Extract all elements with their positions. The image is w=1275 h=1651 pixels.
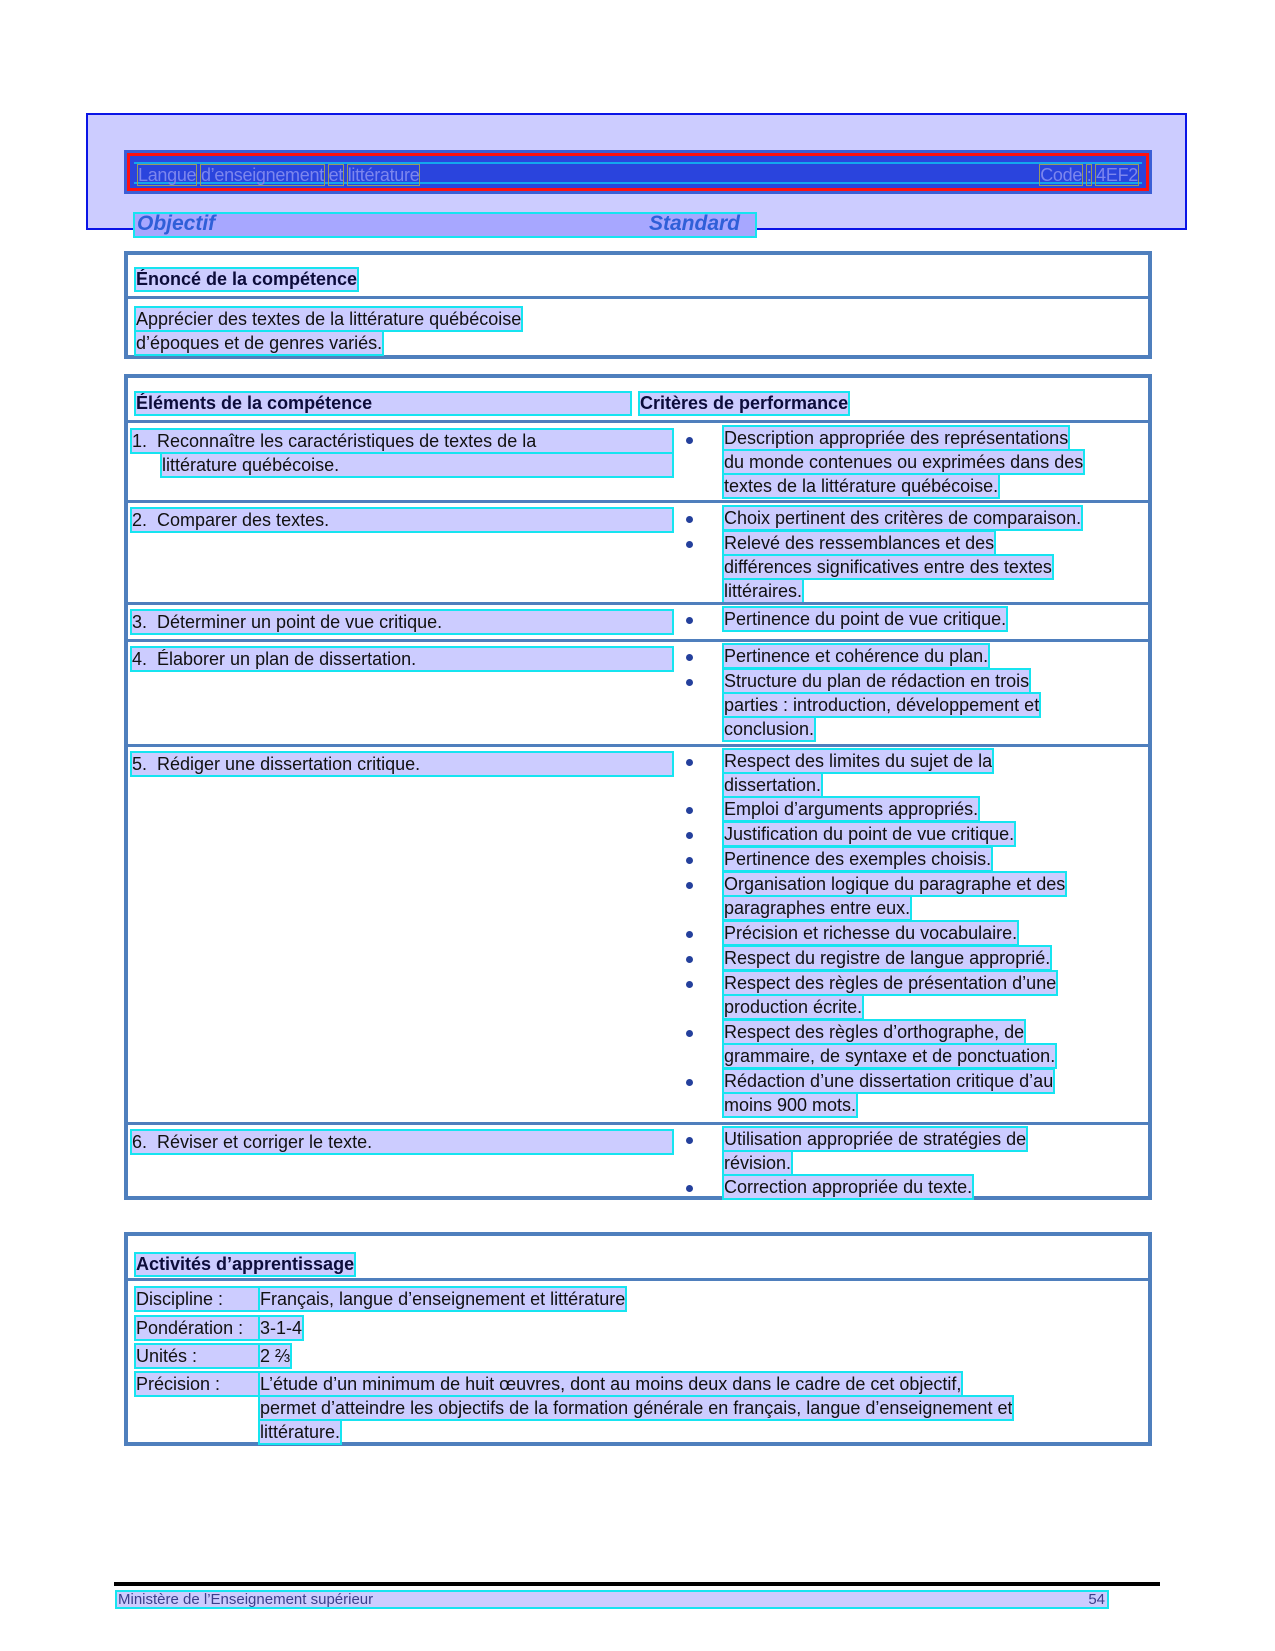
field-value: Français, langue d’enseignement et littérature — [260, 1289, 626, 1309]
criteres-header: Critères de performance — [640, 393, 849, 413]
code-value: 4EF2 — [1096, 165, 1138, 185]
competence-row-5 — [128, 748, 1148, 1118]
bullet-icon — [686, 541, 693, 548]
field-label: Unités : — [136, 1345, 260, 1367]
course-title-word: d’enseignement — [200, 165, 324, 185]
activites-divider — [128, 1278, 1148, 1281]
element-text: 1. Reconnaître les caractéristiques de textes de la — [132, 430, 672, 452]
activites-title: Activités d’apprentissage — [136, 1254, 355, 1274]
critere-text: textes de la littérature québécoise. — [724, 476, 999, 496]
element-text: 2. Comparer des textes. — [132, 509, 672, 531]
bullet-icon — [686, 654, 693, 661]
course-code — [1040, 165, 1138, 186]
element-text: 5. Rédiger une dissertation critique. — [132, 753, 672, 775]
critere-text: différences significatives entre des textes — [724, 557, 1052, 577]
critere-text: Respect du registre de langue approprié. — [724, 948, 1051, 968]
bullet-icon — [686, 931, 693, 938]
field-label: Discipline : — [136, 1288, 260, 1310]
element-text: 6. Réviser et corriger le texte. — [132, 1131, 672, 1153]
critere-text: révision. — [724, 1153, 792, 1173]
course-header-strip — [134, 162, 1142, 184]
competences-table — [124, 374, 1152, 1200]
critere-text: moins 900 mots. — [724, 1095, 857, 1115]
bullet-icon — [686, 882, 693, 889]
bullet-icon — [686, 759, 693, 766]
page-footer — [117, 1592, 1107, 1607]
critere-text: dissertation. — [724, 775, 822, 795]
row-divider — [128, 744, 1148, 747]
bullet-icon — [686, 1185, 693, 1192]
critere-text: Relevé des ressemblances et des — [724, 533, 995, 553]
critere-text: Emploi d’arguments appropriés. — [724, 799, 979, 819]
critere-text: Respect des limites du sujet de la — [724, 751, 993, 771]
critere-text: grammaire, de syntaxe et de ponctuation. — [724, 1046, 1056, 1066]
footer-rule — [114, 1582, 1160, 1586]
bullet-icon — [686, 981, 693, 988]
course-title-word: littérature — [347, 165, 420, 185]
elements-header: Éléments de la compétence — [136, 393, 630, 414]
bullet-icon — [686, 1079, 693, 1086]
field-value: permet d’atteindre les objectifs de la formation générale en français, langue d’enseignement et — [260, 1398, 1013, 1418]
bullet-icon — [686, 679, 693, 686]
bullet-icon — [686, 437, 693, 444]
competence-row-3 — [128, 606, 1148, 639]
course-header-inner — [127, 153, 1149, 191]
critere-text: Pertinence des exemples choisis. — [724, 849, 992, 869]
activites-box — [124, 1232, 1152, 1446]
row-divider — [128, 1122, 1148, 1125]
objectif-standard-row — [135, 214, 755, 236]
course-header-bar — [124, 150, 1152, 194]
critere-text: littéraires. — [724, 581, 803, 601]
enonce-line: Apprécier des textes de la littérature québécoise — [136, 309, 522, 329]
critere-text: Structure du plan de rédaction en trois — [724, 671, 1030, 691]
critere-text: Pertinence et cohérence du plan. — [724, 646, 989, 666]
critere-text: Pertinence du point de vue critique. — [724, 609, 1007, 629]
critere-text: Description appropriée des représentations — [724, 428, 1069, 448]
bullet-icon — [686, 1137, 693, 1144]
field-value: L’étude d’un minimum de huit œuvres, dont au moins deux dans le cadre de cet objectif, — [260, 1374, 962, 1394]
bullet-icon — [686, 516, 693, 523]
critere-text: parties : introduction, développement et — [724, 695, 1040, 715]
course-title-word: et — [328, 165, 343, 185]
enonce-line: d’époques et de genres variés. — [136, 333, 383, 353]
critere-text: Utilisation appropriée de stratégies de — [724, 1129, 1027, 1149]
code-label: Code — [1040, 165, 1083, 185]
critere-text: Respect des règles d’orthographe, de — [724, 1022, 1025, 1042]
critere-text: Organisation logique du paragraphe et des — [724, 874, 1066, 894]
bullet-icon — [686, 1030, 693, 1037]
row-divider — [128, 602, 1148, 605]
code-separator: : — [1086, 165, 1092, 185]
field-value: 2 ⅔ — [260, 1346, 291, 1366]
field-label: Pondération : — [136, 1317, 260, 1339]
element-text: littérature québécoise. — [162, 454, 672, 476]
critere-text: production écrite. — [724, 997, 863, 1017]
bullet-icon — [686, 832, 693, 839]
enonce-box — [124, 251, 1152, 359]
header-divider — [128, 420, 1148, 423]
bullet-icon — [686, 617, 693, 624]
critere-text: Respect des règles de présentation d’une — [724, 973, 1057, 993]
standard-label: Standard — [649, 212, 741, 235]
critere-text: Correction appropriée du texte. — [724, 1177, 973, 1197]
critere-text: du monde contenues ou exprimées dans des — [724, 452, 1084, 472]
element-text: 4. Élaborer un plan de dissertation. — [132, 648, 672, 670]
field-value: littérature. — [260, 1422, 341, 1442]
critere-text: conclusion. — [724, 719, 815, 739]
bullet-icon — [686, 807, 693, 814]
row-divider — [128, 639, 1148, 642]
critere-text: Justification du point de vue critique. — [724, 824, 1015, 844]
enonce-divider — [128, 296, 1148, 299]
critere-text: Rédaction d’une dissertation critique d’au — [724, 1071, 1054, 1091]
objectif-label: Objectif — [137, 212, 216, 235]
field-label: Précision : — [136, 1373, 260, 1395]
bullet-icon — [686, 857, 693, 864]
bullet-icon — [686, 956, 693, 963]
course-title — [138, 165, 419, 186]
row-divider — [128, 500, 1148, 503]
field-value: 3-1-4 — [260, 1318, 303, 1338]
critere-text: paragraphes entre eux. — [724, 898, 911, 918]
competence-row-2 — [128, 504, 1148, 602]
page-number: 54 — [1088, 1591, 1105, 1608]
competence-row-6 — [128, 1126, 1148, 1198]
critere-text: Choix pertinent des critères de comparaison. — [724, 508, 1082, 528]
course-title-word: Langue — [138, 165, 197, 185]
competence-row-1 — [128, 425, 1148, 500]
enonce-title: Énoncé de la compétence — [136, 269, 358, 289]
critere-text: Précision et richesse du vocabulaire. — [724, 923, 1018, 943]
competence-row-4 — [128, 643, 1148, 744]
footer-publisher: Ministère de l’Enseignement supérieur — [118, 1591, 374, 1608]
element-text: 3. Déterminer un point de vue critique. — [132, 611, 672, 633]
